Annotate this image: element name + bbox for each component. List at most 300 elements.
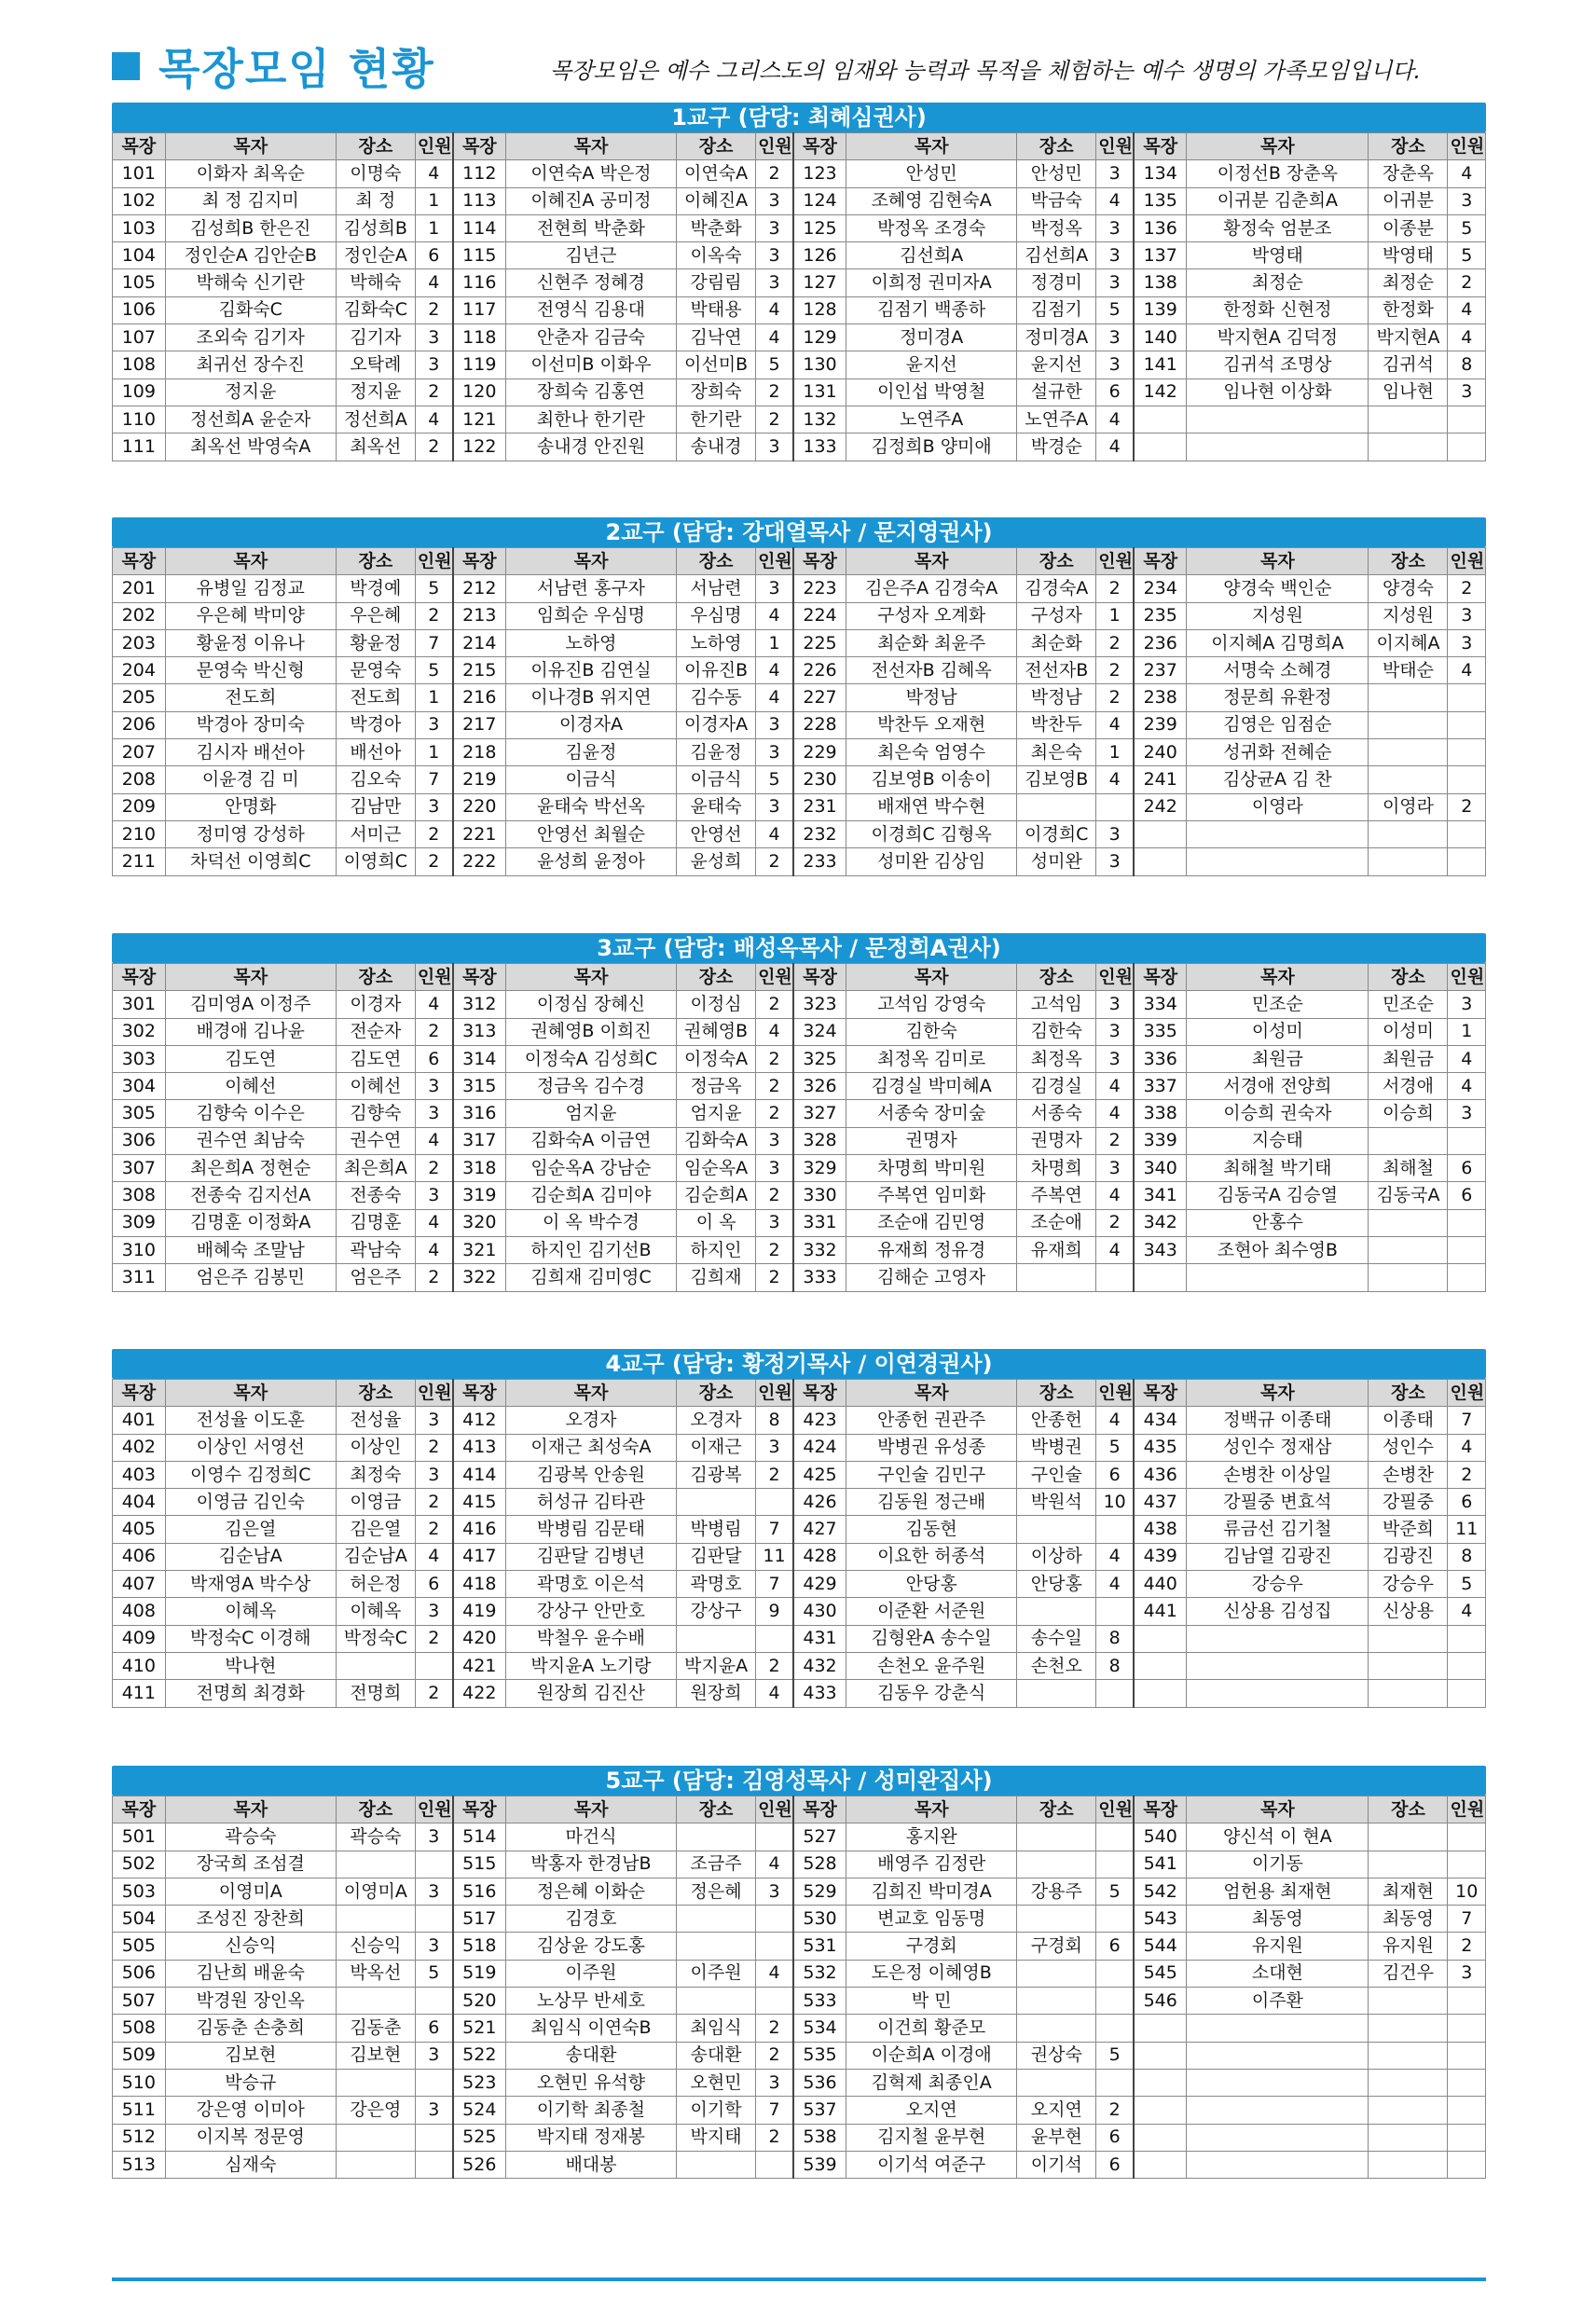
table-row — [113, 1960, 1486, 1987]
group-number: 101 — [113, 160, 166, 187]
leader-names: 김은열 — [165, 1516, 336, 1543]
group-number: 231 — [793, 793, 846, 820]
column-header: 목자 — [1187, 133, 1369, 160]
meeting-place — [677, 1933, 756, 1960]
leader-names: 박정남 — [846, 684, 1017, 711]
group-number: 309 — [113, 1209, 166, 1236]
table-row — [113, 657, 1486, 684]
column-header: 목자 — [1187, 1380, 1369, 1407]
meeting-place: 정지윤 — [336, 378, 415, 406]
meeting-place — [1369, 2124, 1448, 2151]
leader-names: 최은숙 엄영수 — [846, 739, 1017, 766]
leader-names: 이영미A — [165, 1878, 336, 1905]
meeting-place: 이선미B — [677, 351, 756, 378]
leader-names: 이정심 장혜신 — [505, 991, 676, 1018]
leader-names: 이건희 황준모 — [846, 2015, 1017, 2042]
table-row — [113, 296, 1486, 323]
group-number: 422 — [453, 1680, 506, 1707]
group-number: 224 — [793, 602, 846, 629]
column-header: 목장 — [453, 1380, 506, 1407]
table-row — [113, 324, 1486, 351]
group-number: 533 — [793, 1988, 846, 2015]
group-number — [1134, 2151, 1187, 2178]
meeting-place: 조금주 — [677, 1851, 756, 1878]
group-number: 128 — [793, 296, 846, 323]
leader-names: 강승우 — [1187, 1571, 1369, 1598]
meeting-place: 박지윤A — [677, 1652, 756, 1679]
leader-names: 오경자 — [505, 1407, 676, 1434]
meeting-place — [336, 1851, 415, 1878]
leader-names: 안홍수 — [1187, 1209, 1369, 1236]
member-count — [756, 1988, 793, 2015]
member-count: 3 — [415, 1823, 452, 1851]
table-row — [113, 1906, 1486, 1933]
leader-names: 김도연 — [165, 1045, 336, 1072]
district-title: 5교구 (담당: 김영성목사 / 성미완집사) — [112, 1766, 1486, 1796]
group-number — [1134, 848, 1187, 875]
table-row — [113, 187, 1486, 214]
table-row — [113, 1045, 1486, 1072]
group-number: 202 — [113, 602, 166, 629]
meeting-place: 손병찬 — [1369, 1461, 1448, 1488]
member-count: 2 — [1096, 1209, 1134, 1236]
table-row — [113, 434, 1486, 461]
leader-names: 최옥선 박영숙A — [165, 434, 336, 461]
member-count — [1096, 1960, 1134, 1987]
leader-names: 조성진 장찬희 — [165, 1906, 336, 1933]
member-count: 6 — [415, 1045, 452, 1072]
meeting-place: 원장희 — [677, 1680, 756, 1707]
leader-names — [1187, 1652, 1369, 1679]
member-count: 4 — [1096, 1182, 1134, 1209]
meeting-place: 안종헌 — [1017, 1407, 1096, 1434]
group-number: 323 — [793, 991, 846, 1018]
group-number: 238 — [1134, 684, 1187, 711]
leader-names: 임나현 이상화 — [1187, 378, 1369, 406]
column-header: 목장 — [1134, 1796, 1187, 1823]
meeting-place: 장희숙 — [677, 378, 756, 406]
meeting-place: 오현민 — [677, 2069, 756, 2096]
member-count: 2 — [415, 1516, 452, 1543]
member-count — [1096, 2069, 1134, 2096]
member-count: 4 — [1096, 406, 1134, 433]
leader-names: 이지복 정문영 — [165, 2124, 336, 2151]
group-number: 412 — [453, 1407, 506, 1434]
leader-names: 이영수 김정희C — [165, 1461, 336, 1488]
member-count — [415, 1988, 452, 2015]
member-count: 2 — [1448, 1461, 1486, 1488]
meeting-place: 김광복 — [677, 1461, 756, 1488]
member-count — [1448, 820, 1486, 847]
group-number: 426 — [793, 1489, 846, 1516]
member-count: 2 — [415, 820, 452, 847]
member-count — [1448, 1652, 1486, 1679]
leader-names: 전선자B 김혜옥 — [846, 657, 1017, 684]
group-number: 530 — [793, 1906, 846, 1933]
member-count: 6 — [1448, 1182, 1486, 1209]
leader-names: 김지철 윤부현 — [846, 2124, 1017, 2151]
member-count: 4 — [1096, 187, 1134, 214]
group-number: 209 — [113, 793, 166, 820]
column-header: 목장 — [453, 964, 506, 991]
group-number: 416 — [453, 1516, 506, 1543]
group-number: 203 — [113, 629, 166, 656]
column-header: 목자 — [505, 1796, 676, 1823]
leader-names: 유재희 정유경 — [846, 1236, 1017, 1263]
leader-names: 김보영B 이송이 — [846, 766, 1017, 793]
member-count: 2 — [415, 602, 452, 629]
group-number: 229 — [793, 739, 846, 766]
group-number: 527 — [793, 1823, 846, 1851]
meeting-place: 지성원 — [1369, 602, 1448, 629]
group-number: 211 — [113, 848, 166, 875]
member-count: 6 — [1096, 1933, 1134, 1960]
meeting-place: 이경자A — [677, 711, 756, 738]
leader-names: 김희진 박미경A — [846, 1878, 1017, 1905]
meeting-place: 곽승숙 — [336, 1823, 415, 1851]
group-number: 340 — [1134, 1155, 1187, 1182]
member-count: 3 — [1096, 214, 1134, 241]
column-header: 장소 — [336, 1796, 415, 1823]
leader-names: 이 옥 박수경 — [505, 1209, 676, 1236]
leader-names: 김점기 백종하 — [846, 296, 1017, 323]
member-count: 4 — [1096, 766, 1134, 793]
group-number: 242 — [1134, 793, 1187, 820]
group-number: 314 — [453, 1045, 506, 1072]
group-number: 410 — [113, 1652, 166, 1679]
meeting-place — [1369, 2015, 1448, 2042]
meeting-place: 이정심 — [677, 991, 756, 1018]
leader-names: 조외숙 김기자 — [165, 324, 336, 351]
leader-names: 안명화 — [165, 793, 336, 820]
member-count — [1448, 434, 1486, 461]
member-count: 2 — [756, 848, 793, 875]
column-header: 목장 — [113, 964, 166, 991]
group-number: 239 — [1134, 711, 1187, 738]
leader-names: 오지연 — [846, 2097, 1017, 2124]
leader-names: 박경원 장인옥 — [165, 1988, 336, 2015]
member-count: 3 — [756, 434, 793, 461]
group-number: 505 — [113, 1933, 166, 1960]
group-number: 115 — [453, 242, 506, 269]
member-count: 3 — [756, 1155, 793, 1182]
meeting-place: 박준희 — [1369, 1516, 1448, 1543]
group-number: 304 — [113, 1073, 166, 1100]
leader-names: 김희재 김미영C — [505, 1264, 676, 1291]
leader-names: 전영식 김용대 — [505, 296, 676, 323]
leader-names: 이금식 — [505, 766, 676, 793]
meeting-place: 이옥숙 — [677, 242, 756, 269]
member-count — [1096, 1264, 1134, 1291]
group-number: 432 — [793, 1652, 846, 1679]
district-section — [112, 103, 1486, 461]
member-count: 3 — [756, 793, 793, 820]
meeting-place: 곽남숙 — [336, 1236, 415, 1263]
column-header: 인원 — [1096, 1380, 1134, 1407]
leader-names: 박찬두 오재현 — [846, 711, 1017, 738]
leader-names: 전명희 최경화 — [165, 1680, 336, 1707]
member-count — [1448, 1823, 1486, 1851]
column-header: 인원 — [1448, 1380, 1486, 1407]
group-number: 130 — [793, 351, 846, 378]
meeting-place — [677, 1823, 756, 1851]
group-number — [1134, 2015, 1187, 2042]
leader-names: 이유진B 김연실 — [505, 657, 676, 684]
meeting-place: 김향숙 — [336, 1100, 415, 1127]
group-number: 536 — [793, 2069, 846, 2096]
member-count: 6 — [1448, 1489, 1486, 1516]
group-number: 306 — [113, 1127, 166, 1154]
member-count: 2 — [415, 1434, 452, 1461]
group-number: 110 — [113, 406, 166, 433]
member-count: 3 — [415, 711, 452, 738]
group-number: 213 — [453, 602, 506, 629]
group-number: 423 — [793, 1407, 846, 1434]
meeting-place: 김경실 — [1017, 1073, 1096, 1100]
table-row — [113, 991, 1486, 1018]
leader-names: 차명희 박미원 — [846, 1155, 1017, 1182]
group-number: 441 — [1134, 1598, 1187, 1625]
leader-names: 서남련 홍구자 — [505, 575, 676, 602]
leader-names — [1187, 820, 1369, 847]
leader-names: 이혜옥 — [165, 1598, 336, 1625]
member-count: 4 — [1448, 324, 1486, 351]
meeting-place: 이영금 — [336, 1489, 415, 1516]
leader-names: 강은영 이미아 — [165, 2097, 336, 2124]
leader-names: 정백규 이종태 — [1187, 1407, 1369, 1434]
member-count: 5 — [1096, 1878, 1134, 1905]
member-count: 3 — [756, 739, 793, 766]
group-number: 131 — [793, 378, 846, 406]
member-count: 2 — [1096, 575, 1134, 602]
leader-names: 김판달 김병년 — [505, 1543, 676, 1570]
member-count — [1448, 1851, 1486, 1878]
leader-names: 이혜선 — [165, 1073, 336, 1100]
member-count: 2 — [756, 378, 793, 406]
group-number: 302 — [113, 1018, 166, 1045]
group-number: 545 — [1134, 1960, 1187, 1987]
group-number: 303 — [113, 1045, 166, 1072]
leader-names: 문영숙 박신형 — [165, 657, 336, 684]
member-count: 9 — [756, 1598, 793, 1625]
page-header — [112, 41, 1492, 97]
leader-names: 구성자 오계화 — [846, 602, 1017, 629]
member-count: 7 — [1448, 1906, 1486, 1933]
meeting-place: 황윤정 — [336, 629, 415, 656]
leader-names: 김미영A 이정주 — [165, 991, 336, 1018]
member-count: 2 — [415, 296, 452, 323]
leader-names: 이주원 — [505, 1960, 676, 1987]
member-count: 3 — [756, 1878, 793, 1905]
table-row — [113, 2151, 1486, 2178]
column-header: 목장 — [453, 133, 506, 160]
leader-names: 임희순 우심명 — [505, 602, 676, 629]
leader-names: 한정화 신현정 — [1187, 296, 1369, 323]
meeting-place: 강은영 — [336, 2097, 415, 2124]
group-number: 329 — [793, 1155, 846, 1182]
table-row — [113, 214, 1486, 241]
meeting-place: 박정옥 — [1017, 214, 1096, 241]
meeting-place: 박지태 — [677, 2124, 756, 2151]
meeting-place: 곽명호 — [677, 1571, 756, 1598]
member-count: 4 — [1448, 1434, 1486, 1461]
leader-names: 김광복 안송원 — [505, 1461, 676, 1488]
meeting-place: 이성미 — [1369, 1018, 1448, 1045]
meeting-place: 이귀분 — [1369, 187, 1448, 214]
group-number: 313 — [453, 1018, 506, 1045]
group-number: 301 — [113, 991, 166, 1018]
group-number: 237 — [1134, 657, 1187, 684]
meeting-place: 이종태 — [1369, 1407, 1448, 1434]
leader-names: 안당홍 — [846, 1571, 1017, 1598]
member-count: 3 — [1448, 629, 1486, 656]
meeting-place: 조순애 — [1017, 1209, 1096, 1236]
group-number: 336 — [1134, 1045, 1187, 1072]
group-number: 408 — [113, 1598, 166, 1625]
meeting-place: 엄지윤 — [677, 1100, 756, 1127]
column-header: 인원 — [1096, 548, 1134, 575]
group-number — [1134, 1264, 1187, 1291]
meeting-place: 최해철 — [1369, 1155, 1448, 1182]
member-count: 3 — [1096, 1045, 1134, 1072]
group-number: 125 — [793, 214, 846, 241]
bottom-divider — [112, 2278, 1486, 2281]
member-count: 6 — [1096, 2151, 1134, 2178]
table-row — [113, 1878, 1486, 1905]
member-count — [415, 1851, 452, 1878]
member-count: 3 — [1096, 269, 1134, 296]
leader-names: 서종숙 장미숲 — [846, 1100, 1017, 1127]
column-header: 목자 — [1187, 964, 1369, 991]
member-count: 1 — [1096, 602, 1134, 629]
group-number: 501 — [113, 1823, 166, 1851]
group-number: 332 — [793, 1236, 846, 1263]
meeting-place: 전종숙 — [336, 1182, 415, 1209]
leader-names: 이성미 — [1187, 1018, 1369, 1045]
member-count: 4 — [415, 1127, 452, 1154]
group-number: 418 — [453, 1571, 506, 1598]
group-number: 216 — [453, 684, 506, 711]
member-count: 10 — [1096, 1489, 1134, 1516]
meeting-place — [1369, 1236, 1448, 1263]
column-header: 인원 — [756, 1380, 793, 1407]
meeting-place: 김기자 — [336, 324, 415, 351]
member-count: 5 — [1448, 214, 1486, 241]
leader-names: 손천오 윤주원 — [846, 1652, 1017, 1679]
leader-names: 김정희B 양미애 — [846, 434, 1017, 461]
leader-names: 안성민 — [846, 160, 1017, 187]
meeting-place: 정경미 — [1017, 269, 1096, 296]
meeting-place — [336, 1988, 415, 2015]
leader-names: 김경실 박미혜A — [846, 1073, 1017, 1100]
meeting-place: 김보현 — [336, 2042, 415, 2069]
column-header: 목자 — [846, 548, 1017, 575]
meeting-place: 최순화 — [1017, 629, 1096, 656]
meeting-place — [1017, 1851, 1096, 1878]
meeting-place: 박태용 — [677, 296, 756, 323]
member-count: 2 — [415, 1018, 452, 1045]
member-count: 3 — [415, 1461, 452, 1488]
group-number: 401 — [113, 1407, 166, 1434]
meeting-place: 송내경 — [677, 434, 756, 461]
leader-names — [1187, 434, 1369, 461]
member-count: 5 — [415, 575, 452, 602]
group-number — [1134, 406, 1187, 433]
leader-names: 김동우 강춘식 — [846, 1680, 1017, 1707]
member-count: 5 — [756, 766, 793, 793]
meeting-place: 김명훈 — [336, 1209, 415, 1236]
meeting-place: 박정숙C — [336, 1625, 415, 1652]
meeting-place: 박금숙 — [1017, 187, 1096, 214]
member-count — [1096, 1516, 1134, 1543]
meeting-place: 설규한 — [1017, 378, 1096, 406]
meeting-place: 박해숙 — [336, 269, 415, 296]
leader-names: 이준환 서준원 — [846, 1598, 1017, 1625]
table-row — [113, 629, 1486, 656]
group-number: 506 — [113, 1960, 166, 1987]
group-number: 223 — [793, 575, 846, 602]
group-number: 514 — [453, 1823, 506, 1851]
group-number: 415 — [453, 1489, 506, 1516]
district-section — [112, 1766, 1486, 2179]
member-count: 4 — [415, 1209, 452, 1236]
member-count: 4 — [415, 160, 452, 187]
group-number: 510 — [113, 2069, 166, 2096]
meeting-place: 김은열 — [336, 1516, 415, 1543]
group-number: 424 — [793, 1434, 846, 1461]
leader-names: 홍지완 — [846, 1823, 1017, 1851]
column-header: 목자 — [846, 133, 1017, 160]
member-count: 8 — [756, 1407, 793, 1434]
meeting-place — [1017, 1960, 1096, 1987]
meeting-place: 안당홍 — [1017, 1571, 1096, 1598]
leader-names: 조혜영 김현숙A — [846, 187, 1017, 214]
member-count: 4 — [1096, 1100, 1134, 1127]
group-number: 307 — [113, 1155, 166, 1182]
group-number: 214 — [453, 629, 506, 656]
meeting-place: 이유진B — [677, 657, 756, 684]
column-header: 인원 — [1448, 964, 1486, 991]
group-number: 528 — [793, 1851, 846, 1878]
leader-names: 노하영 — [505, 629, 676, 656]
member-count: 7 — [756, 2097, 793, 2124]
group-number: 107 — [113, 324, 166, 351]
member-count: 2 — [415, 434, 452, 461]
meeting-place: 우은혜 — [336, 602, 415, 629]
meeting-place — [1369, 1680, 1448, 1707]
meeting-place: 최동영 — [1369, 1906, 1448, 1933]
column-header: 인원 — [1448, 548, 1486, 575]
group-number: 113 — [453, 187, 506, 214]
leader-names: 이귀분 김춘희A — [1187, 187, 1369, 214]
group-number — [1134, 2097, 1187, 2124]
meeting-place — [1017, 2069, 1096, 2096]
leader-names: 허성규 김타관 — [505, 1489, 676, 1516]
meeting-place — [1017, 1823, 1096, 1851]
member-count: 2 — [1448, 269, 1486, 296]
leader-names: 권수연 최남숙 — [165, 1127, 336, 1154]
meeting-place — [1369, 820, 1448, 847]
member-count: 2 — [756, 1652, 793, 1679]
leader-names — [1187, 848, 1369, 875]
meeting-place: 안영선 — [677, 820, 756, 847]
column-header: 인원 — [415, 1380, 452, 1407]
member-count: 3 — [756, 242, 793, 269]
meeting-place: 김판달 — [677, 1543, 756, 1570]
member-count: 10 — [1448, 1878, 1486, 1905]
table-row — [113, 378, 1486, 406]
group-number: 118 — [453, 324, 506, 351]
